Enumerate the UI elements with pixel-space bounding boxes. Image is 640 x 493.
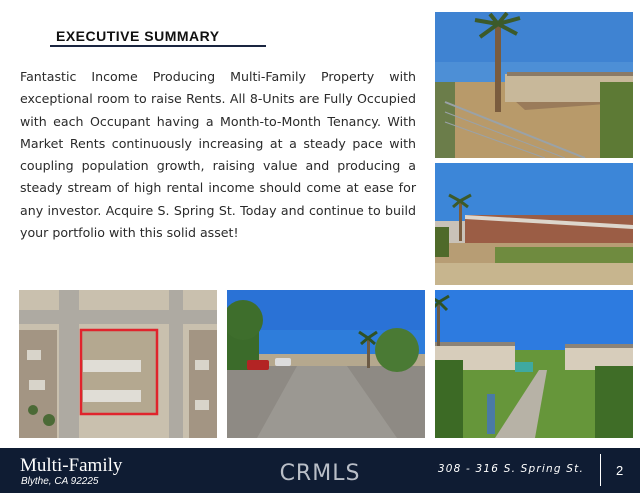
photo-street-cars — [227, 290, 425, 438]
photo-building-street-view — [435, 163, 633, 285]
property-address: 308 - 316 S. Spring St. — [437, 463, 584, 475]
watermark: CRMLS — [279, 461, 361, 486]
brand-name: Multi-Family — [20, 455, 123, 476]
page-number: 2 — [616, 463, 624, 478]
photo-yard-palm-fence — [435, 12, 633, 158]
photo-walkway-courtyard — [435, 290, 633, 438]
photo-aerial-parcel-map — [19, 290, 217, 438]
footer-separator — [600, 454, 601, 486]
brand-location: Blythe, CA 92225 — [21, 476, 99, 487]
summary-paragraph: Fantastic Income Producing Multi-Family Property with exceptional room to raise Rents. All 8-Units are Fully Occupied with each Occupant having a Month-to-Month Tenancy. With Market Rents continuously increasing at a steady pace with coupling population growth, raising value and producing a steady stream of high rental income should come at ease for any investor. Acquire S. Spring St. Today and continue to build your portfolio with this solid asset! — [20, 69, 416, 241]
page-title: EXECUTIVE SUMMARY — [56, 28, 220, 44]
title-underline — [50, 45, 266, 47]
